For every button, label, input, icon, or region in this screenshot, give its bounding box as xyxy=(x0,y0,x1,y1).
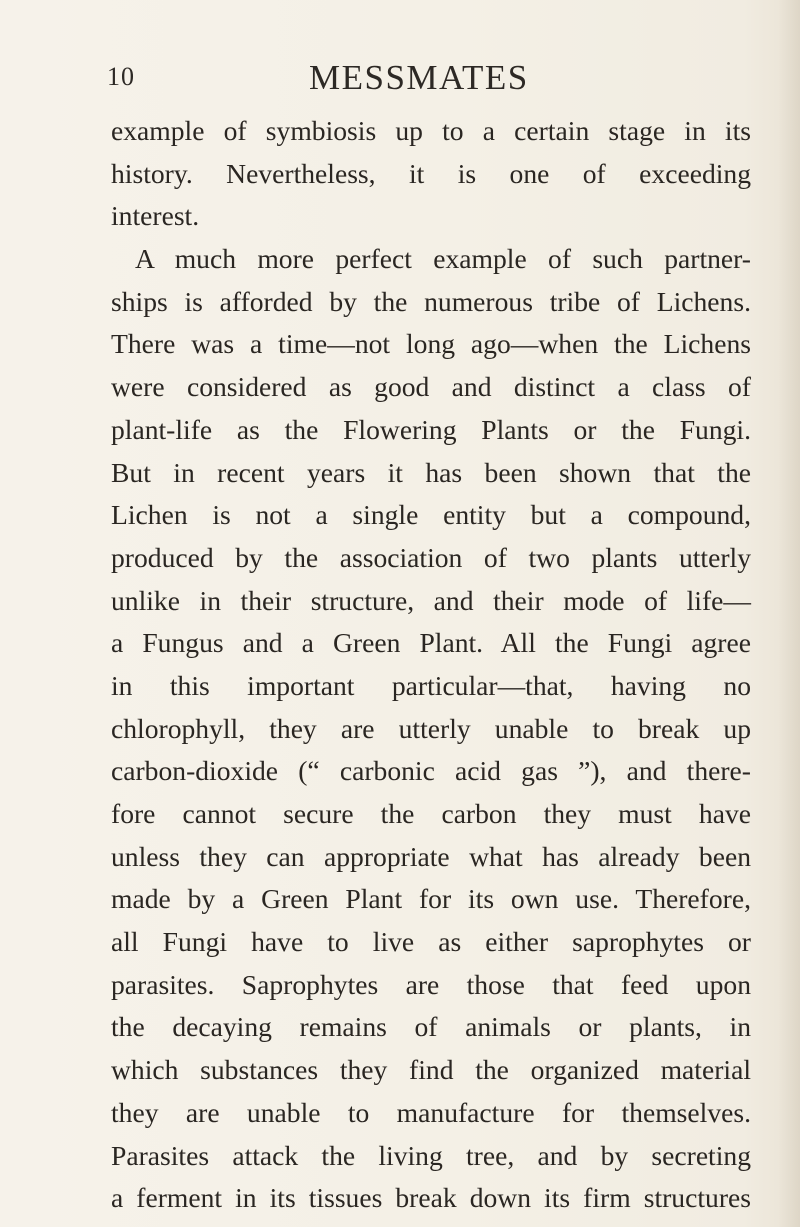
text-line: made by a Green Plant for its own use. Therefore, xyxy=(111,883,751,915)
text-line: the decaying remains of animals or plants, in xyxy=(111,1011,751,1043)
text-line: ships is afforded by the numerous tribe of Lichens. xyxy=(111,285,751,317)
running-head xyxy=(0,58,800,106)
text-line: produced by the association of two plants utterly xyxy=(111,541,751,573)
text-line: carbon-dioxide (“ carbonic acid gas ”), and there- xyxy=(111,755,751,787)
text-line: history. Nevertheless, it is one of exceeding xyxy=(111,157,751,189)
text-line: unlike in their structure, and their mode of life— xyxy=(111,584,751,616)
text-line: plant-life as the Flowering Plants or the Fungi. xyxy=(111,413,751,445)
text-line: example of symbiosis up to a certain stage in its xyxy=(111,115,751,146)
text-line: they are unable to manufacture for themselves. xyxy=(111,1096,751,1128)
text-line: were considered as good and distinct a class of xyxy=(111,371,751,403)
text-line: unless they can appropriate what has already been xyxy=(111,840,751,872)
text-line: a Fungus and a Green Plant. All the Fungi agree xyxy=(111,627,751,659)
text-line: fore cannot secure the carbon they must have xyxy=(111,798,751,829)
running-title: MESSMATES xyxy=(309,58,529,97)
body-text xyxy=(111,110,751,1220)
text-line: all Fungi have to live as either saprophytes or xyxy=(111,926,751,958)
text-line: interest. xyxy=(111,200,200,232)
text-line: parasites. Saprophytes are those that feed upon xyxy=(111,968,751,1000)
text-line: Lichen is not a single entity but a compound, xyxy=(111,499,751,531)
page-edge-shadow xyxy=(778,0,800,1227)
text-line: Parasites attack the living tree, and by secreting xyxy=(111,1139,751,1171)
text-line: chlorophyll, they are utterly unable to break up xyxy=(111,712,751,744)
text-line: which substances they find the organized material xyxy=(111,1054,751,1086)
text-line: A much more perfect example of such partner- xyxy=(135,243,751,275)
page-number: 10 xyxy=(107,62,135,91)
text-line: There was a time—not long ago—when the Lichens xyxy=(111,328,751,360)
text-line: in this important particular—that, having no xyxy=(111,669,751,701)
text-line: But in recent years it has been shown that the xyxy=(111,456,751,488)
text-line: a ferment in its tissues break down its firm structures xyxy=(111,1182,751,1214)
